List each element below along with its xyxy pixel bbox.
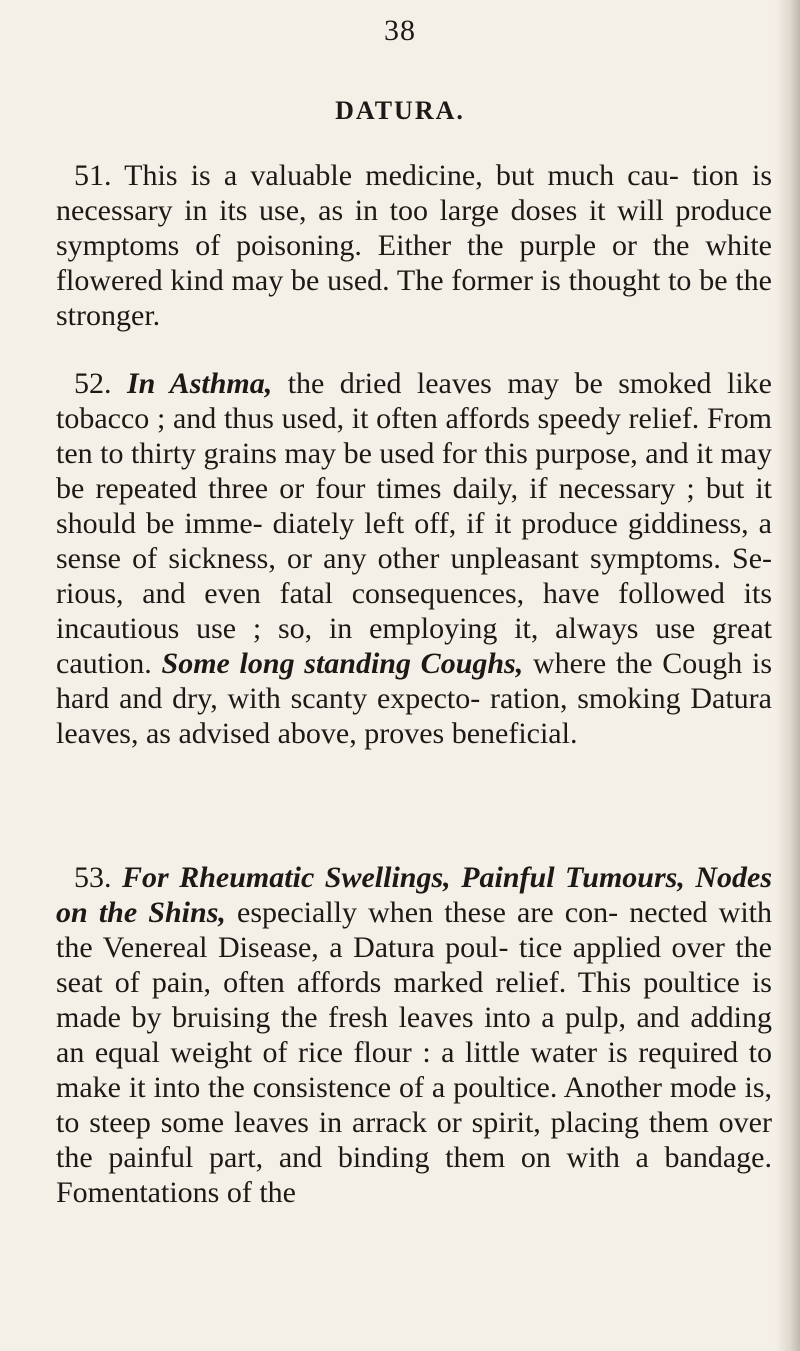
paragraph-number: 52.	[74, 367, 112, 400]
paragraph-text: the dried leaves may be smoked like tobacco ; and thus used, it often affords speedy relief. From ten to thirty grains may be used for this purpose, and it may be repeated three or four times daily, if necessary ; but it should be imme- diately left off, if it produce giddiness, a sense of sickness, or any other unpleasant symptoms. Se- rious, and even fatal consequences, have followed its incautious use ; so, in employing it, always use great caution.	[56, 367, 772, 680]
italic-heading: In Asthma,	[126, 367, 273, 400]
paragraph-number: 53.	[74, 861, 112, 894]
paragraph-text: where the Cough is hard and dry, with scanty expecto- ration, smoking Datura leaves, as advised above, proves beneficial.	[56, 647, 773, 750]
italic-phrase: Some long standing Coughs,	[161, 647, 524, 680]
paragraph-51	[56, 158, 772, 333]
page-number: 38	[384, 14, 416, 47]
paragraph-text: especially when these are con- nected with the Venereal Disease, a Datura poul- tice applied over the seat of pain, often affords marked relief. This poultice is made by bruising the fresh leaves into a pulp, and adding an equal weight of rice flour : a little water is required to make it into the consistence of a poultice. Another mode is, to steep some leaves in arrack or spirit, placing them over the painful part, and binding them on with a bandage. Fomentations of the	[56, 896, 773, 1209]
italic-heading: For Rheumatic Swellings, Painful Tumours, Nodes on the Shins,	[56, 861, 772, 929]
paragraph-52	[56, 366, 772, 751]
paragraph-53	[56, 860, 772, 1210]
paragraph-text: This is a valuable medicine, but much cau- tion is necessary in its use, as in too large doses it will produce symptoms of poisoning. Either the purple or the white flowered kind may be used. The former is thought to be the stronger.	[56, 159, 772, 332]
running-head: DATURA.	[335, 96, 465, 125]
paragraph-number: 51.	[74, 159, 112, 192]
